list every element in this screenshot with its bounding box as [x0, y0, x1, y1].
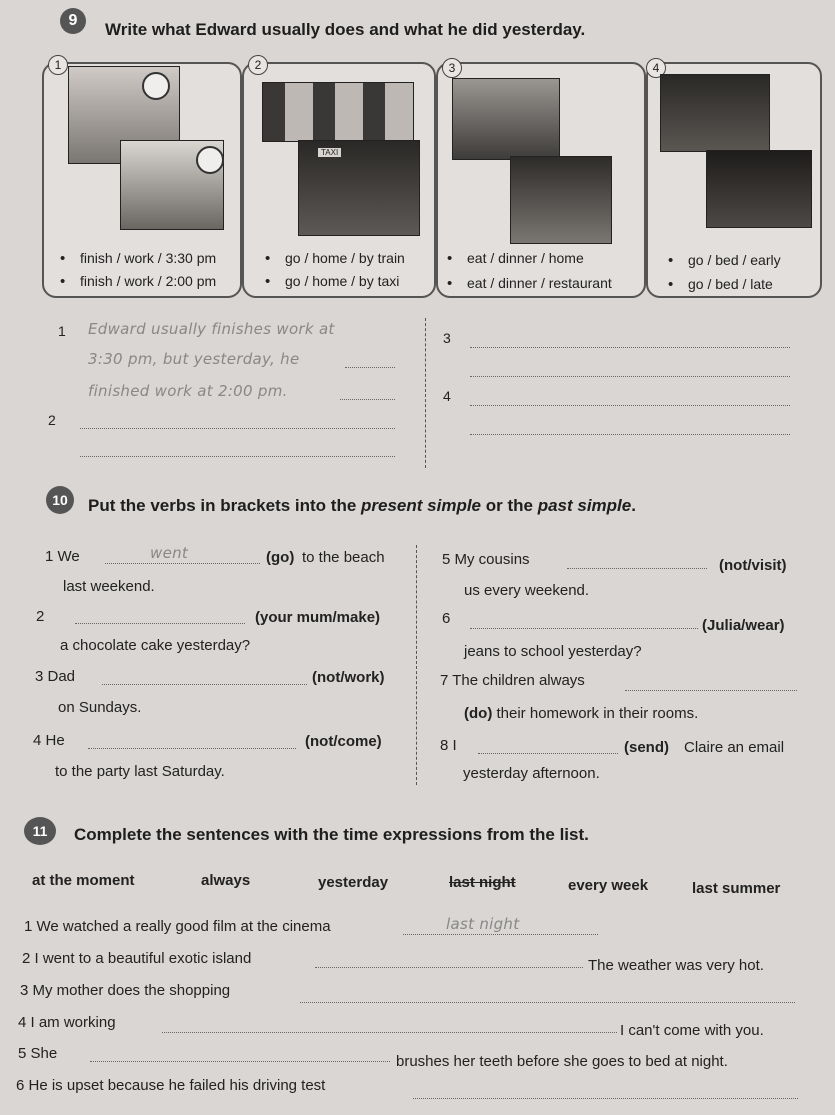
bed-late-image	[706, 150, 812, 228]
item-6-line2: jeans to school yesterday?	[464, 643, 642, 660]
sentence-5-end: brushes her teeth before she goes to bed at night.	[396, 1053, 728, 1070]
card-4-number: 4	[646, 58, 666, 78]
sentence-4-end: I can't come with you.	[620, 1022, 764, 1039]
exercise-11-title: Complete the sentences with the time expressions from the list.	[74, 825, 589, 844]
item-5-start: 5 My cousins	[442, 551, 530, 568]
card-3-usual: • eat / dinner / home	[467, 250, 584, 266]
item-3-line2: on Sundays.	[58, 699, 142, 716]
item-6-number: 6	[442, 610, 451, 627]
card-2-number: 2	[248, 55, 268, 75]
title-text: or the	[481, 496, 538, 515]
answer-line[interactable]	[80, 456, 395, 457]
item-6-verb: (Julia/wear)	[702, 617, 785, 634]
item-1-line2: last weekend.	[63, 578, 155, 595]
item-2-blank[interactable]	[75, 623, 245, 624]
answer-1-handwriting-line1: Edward usually finishes work at	[88, 320, 335, 338]
item-8-start: 8 I	[440, 737, 457, 754]
train-image	[262, 82, 414, 142]
answer-line[interactable]	[470, 376, 790, 377]
clock-icon	[142, 72, 170, 100]
title-text: Put the verbs in brackets into the	[88, 496, 362, 515]
sentence-4: 4 I am working	[18, 1014, 116, 1031]
sentence-5-blank[interactable]	[90, 1061, 390, 1062]
card-1-number: 1	[48, 55, 68, 75]
exercise-9-number: 9	[60, 8, 86, 34]
item-8-line2: yesterday afternoon.	[463, 765, 600, 782]
card-2-yesterday: • go / home / by taxi	[285, 273, 399, 289]
word-list-item: last summer	[692, 880, 781, 897]
item-2-number: 2	[36, 608, 45, 625]
item-7-line2-text: their homework in their rooms.	[496, 705, 699, 722]
item-1-start: 1 We	[45, 548, 80, 565]
word-list-item: yesterday	[318, 874, 389, 891]
sentence-4-blank[interactable]	[162, 1032, 617, 1033]
word-list-item-crossed: last night	[449, 874, 516, 891]
item-7-blank[interactable]	[625, 690, 797, 691]
title-emphasis: past simple	[537, 496, 632, 515]
answer-line[interactable]	[470, 347, 790, 348]
column-divider	[416, 545, 417, 785]
item-1-verb: (go)	[266, 549, 295, 566]
card-4-yesterday: • go / bed / late	[688, 276, 773, 292]
exercise-11-number: 11	[24, 817, 56, 845]
card-3-yesterday: • eat / dinner / restaurant	[467, 275, 612, 291]
item-5-line2: us every weekend.	[464, 582, 590, 599]
item-3-start: 3 Dad	[35, 668, 76, 685]
item-4-start: 4 He	[33, 732, 65, 749]
answer-line[interactable]	[470, 434, 790, 435]
item-5-verb: (not/visit)	[719, 557, 787, 574]
clock-icon	[196, 146, 224, 174]
answer-4-number: 4	[443, 388, 451, 404]
item-2-verb: (your mum/make)	[255, 609, 381, 626]
answer-1-handwriting-line3: finished work at 2:00 pm.	[88, 382, 288, 400]
item-4-verb: (not/come)	[305, 733, 382, 750]
word-list-item: every week	[568, 877, 649, 894]
answer-3-number: 3	[443, 330, 451, 346]
item-2-line2: a chocolate cake yesterday?	[60, 637, 251, 654]
title-emphasis: present simple	[361, 496, 482, 515]
sentence-1-blank[interactable]	[403, 934, 598, 935]
item-4-line2: to the party last Saturday.	[55, 763, 225, 780]
answer-2-number: 2	[48, 412, 56, 428]
answer-1-number: 1	[58, 323, 66, 339]
card-1-usual: • finish / work / 3:30 pm	[80, 250, 216, 266]
sentence-3-blank[interactable]	[300, 1002, 795, 1003]
item-1-blank[interactable]	[105, 563, 260, 564]
sentence-6: 6 He is upset because he failed his driving test	[16, 1077, 326, 1094]
item-1-answer: went	[150, 544, 189, 562]
home-dinner-image	[452, 78, 560, 160]
sentence-2-end: The weather was very hot.	[588, 957, 764, 974]
taxi-image	[298, 140, 420, 236]
item-7-start: 7 The children always	[440, 672, 585, 689]
card-2-usual: • go / home / by train	[285, 250, 405, 266]
sentence-1: 1 We watched a really good film at the cinema	[24, 918, 331, 935]
item-8-blank[interactable]	[478, 753, 618, 754]
sentence-6-blank[interactable]	[413, 1098, 798, 1099]
answer-line[interactable]	[470, 405, 790, 406]
column-divider	[425, 318, 426, 468]
restaurant-dinner-image	[510, 156, 612, 244]
sentence-1-answer: last night	[446, 915, 520, 933]
exercise-10-title	[88, 496, 636, 516]
sentence-5: 5 She	[18, 1045, 58, 1062]
taxi-sign: TAXI	[318, 148, 341, 157]
item-8-end: Claire an email	[684, 739, 785, 756]
sentence-2-blank[interactable]	[315, 967, 583, 968]
card-4-usual: • go / bed / early	[688, 252, 781, 268]
answer-1-handwriting-line2: 3:30 pm, but yesterday, he	[88, 350, 300, 368]
answer-line[interactable]	[340, 399, 395, 400]
answer-line[interactable]	[80, 428, 395, 429]
word-list-item: always	[201, 872, 251, 889]
item-8-verb: (send)	[624, 739, 669, 756]
item-3-blank[interactable]	[102, 684, 307, 685]
answer-line[interactable]	[345, 367, 395, 368]
sentence-2: 2 I went to a beautiful exotic island	[22, 950, 252, 967]
exercise-10-number: 10	[46, 486, 74, 514]
word-list-item: at the moment	[32, 872, 135, 889]
item-6-blank[interactable]	[470, 628, 698, 629]
exercise-9-title: Write what Edward usually does and what he did yesterday.	[105, 20, 586, 39]
item-4-blank[interactable]	[88, 748, 296, 749]
title-text: .	[631, 496, 636, 515]
item-7-line2	[464, 705, 698, 722]
card-3-number: 3	[442, 58, 462, 78]
item-5-blank[interactable]	[567, 568, 707, 569]
item-3-verb: (not/work)	[312, 669, 385, 686]
sentence-3: 3 My mother does the shopping	[20, 982, 231, 999]
item-7-verb: (do)	[464, 705, 493, 722]
bed-early-image	[660, 74, 770, 152]
item-1-end: to the beach	[302, 549, 385, 566]
card-1-yesterday: • finish / work / 2:00 pm	[80, 273, 216, 289]
